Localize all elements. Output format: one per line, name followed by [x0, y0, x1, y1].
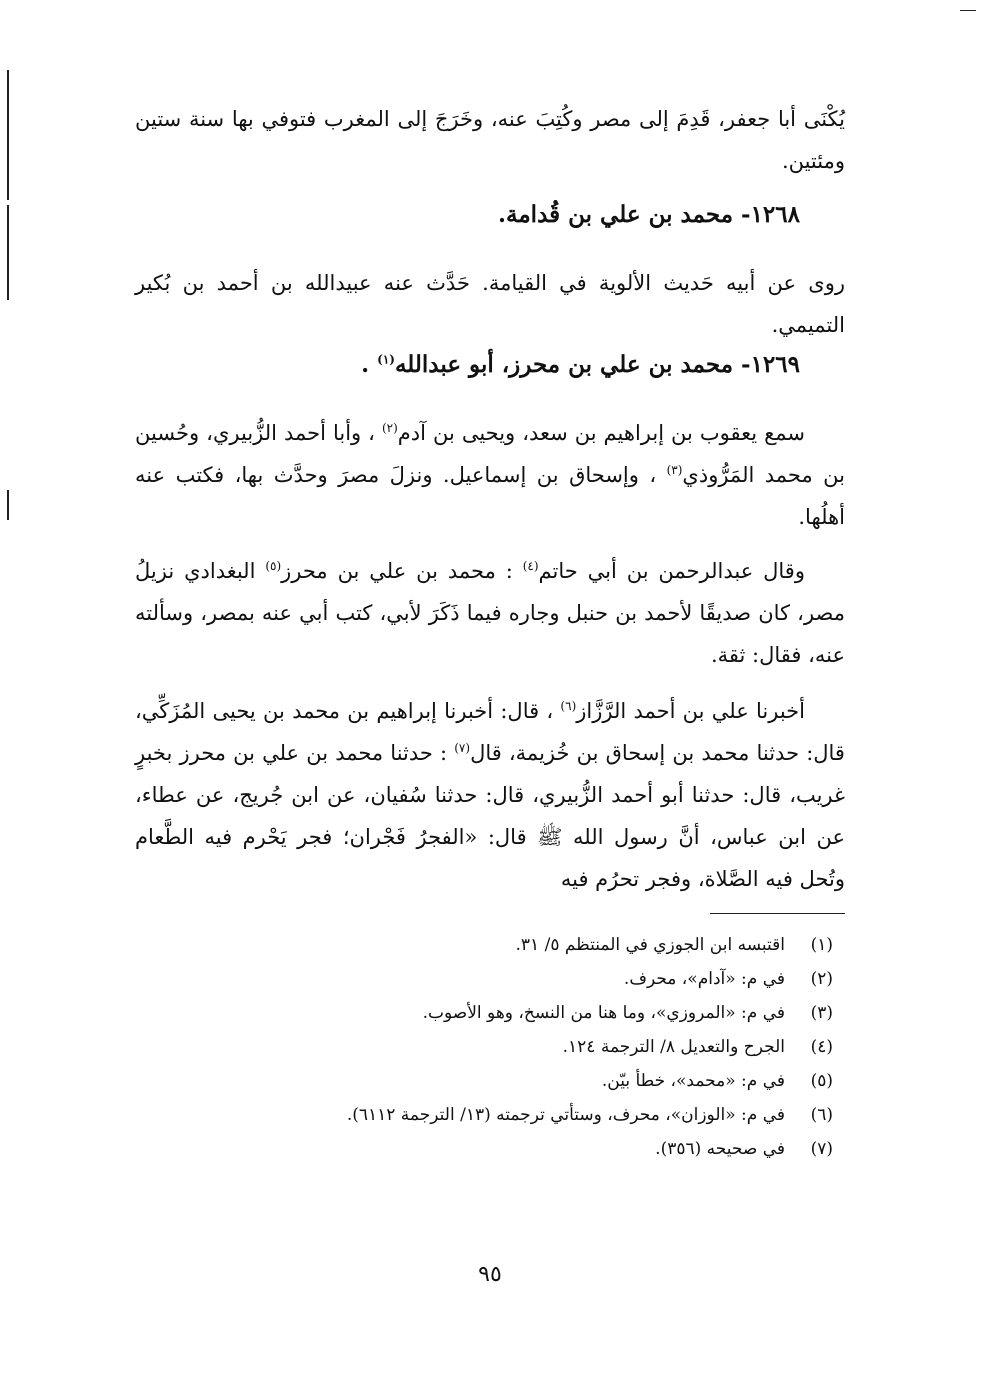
footnote-item [135, 928, 845, 962]
scan-mark [7, 70, 9, 200]
entry-heading-1269 [135, 345, 845, 385]
footnote-item [135, 1132, 845, 1166]
footnote-ref-1: (١) [377, 352, 395, 367]
footnote-item [135, 1098, 845, 1132]
footnote-text: في م: «المروزي»، وما هنا من النسخ، وهو الأصوب. [422, 1003, 785, 1023]
footnote-item [135, 996, 845, 1030]
text-run: وقال عبدالرحمن بن أبي حاتم [538, 559, 805, 583]
text-run: ، وأبا أحمد الزُّبيري، وحُسين بن محمد المَرُّوذي [135, 421, 845, 487]
footnote-text: في م: «آدام»، محرف. [623, 969, 785, 989]
footnote-text: في م: «محمد»، خطأ بيّن. [601, 1071, 785, 1091]
footnote-ref-4: (٤) [522, 559, 539, 573]
footnote-text: في م: «الوزان»، محرف، وستأتي ترجمته (١٣/ الترجمة ٦١١٢). [346, 1105, 785, 1125]
footnote-item [135, 1030, 845, 1064]
text-run: ، قال: أخبرنا إبراهيم بن محمد بن يحيى المُزَكِّي، قال: حدثنا محمد بن إسحاق بن خُزيمة، قال [135, 699, 845, 765]
footnote-ref-6: (٦) [560, 699, 577, 713]
paragraph-2: روى عن أبيه حَديث الألوية في القيامة. حَدَّث عنه عبيدالله بن أحمد بن بُكير التميمي. [135, 271, 845, 337]
scan-mark [7, 205, 9, 300]
entry-heading-1268: ١٢٦٨- محمد بن علي بن قُدامة. [498, 201, 800, 228]
heading-text: ١٢٦٩- محمد بن علي بن محرز، أبو عبدالله [394, 351, 800, 378]
footnote-number: (٤) [810, 1037, 833, 1057]
footnotes-list [135, 928, 845, 1166]
text-run: البغدادي نزيلُ مصر، كان صديقًا لأحمد بن حنبل وجاره فيما ذَكَرَ لأبي، كتب أبي عنه بمصر، وسألته عنه، فقال: ثقة. [135, 559, 845, 667]
text-run: : محمد بن علي بن محرز [281, 559, 523, 583]
footnote-ref-5: (٥) [265, 559, 282, 573]
scan-mark [7, 490, 9, 520]
footnote-text: اقتبسه ابن الجوزي في المنتظم ٥/ ٣١. [515, 935, 785, 955]
page-number: ٩٥ [478, 1262, 502, 1287]
footnote-text: في صحيحه (٣٥٦). [655, 1139, 785, 1159]
footnote-item [135, 1064, 845, 1098]
footnote-number: (٣) [810, 1003, 833, 1023]
scan-mark [960, 10, 976, 11]
paragraph-3 [135, 412, 845, 538]
paragraph-4 [135, 550, 845, 676]
footnote-number: (٢) [810, 969, 833, 989]
paragraph-5 [135, 690, 845, 900]
text-run: ، وإسحاق بن إسماعيل. ونزلَ مصرَ وحدَّث بها، فكتب عنه أهلُها. [135, 463, 845, 529]
footnote-number: (٧) [810, 1139, 833, 1159]
footnote-ref-2: (٢) [381, 421, 398, 435]
footnote-item [135, 962, 845, 996]
footnote-ref-7: (٧) [454, 741, 471, 755]
footnote-text: الجرح والتعديل ٨/ الترجمة ١٢٤. [562, 1037, 785, 1057]
footnote-number: (١) [810, 935, 833, 955]
footnote-number: (٥) [810, 1071, 833, 1091]
text-run: أخبرنا علي بن أحمد الرَّزَّاز [576, 699, 805, 723]
footnote-number: (٦) [810, 1105, 833, 1125]
text-run: سمع يعقوب بن إبراهيم بن سعد، ويحيى بن آدم [397, 421, 806, 445]
footnote-ref-3: (٣) [666, 463, 683, 477]
heading-end: . [361, 351, 378, 378]
footnote-separator [710, 913, 845, 914]
paragraph-1: يُكْنَى أبا جعفر، قَدِمَ إلى مصر وكُتِبَ عنه، وخَرَجَ إلى المغرب فتوفي بها سنة ستين ومئتين. [135, 107, 845, 173]
text-run: : حدثنا محمد بن علي بن محرز بخبرٍ غريب، قال: حدثنا أبو أحمد الزُّبيري، قال: حدثنا سُفيان، عن ابن جُريج، عن عطاء، عن ابن عباس، أنَّ رسول الله ﷺ قال: «الفجرُ فَجْران؛ فجر يَحْرم فيه الطَّعام وتُحل فيه الصَّلاة، وفجر تحرُم فيه [135, 741, 846, 891]
